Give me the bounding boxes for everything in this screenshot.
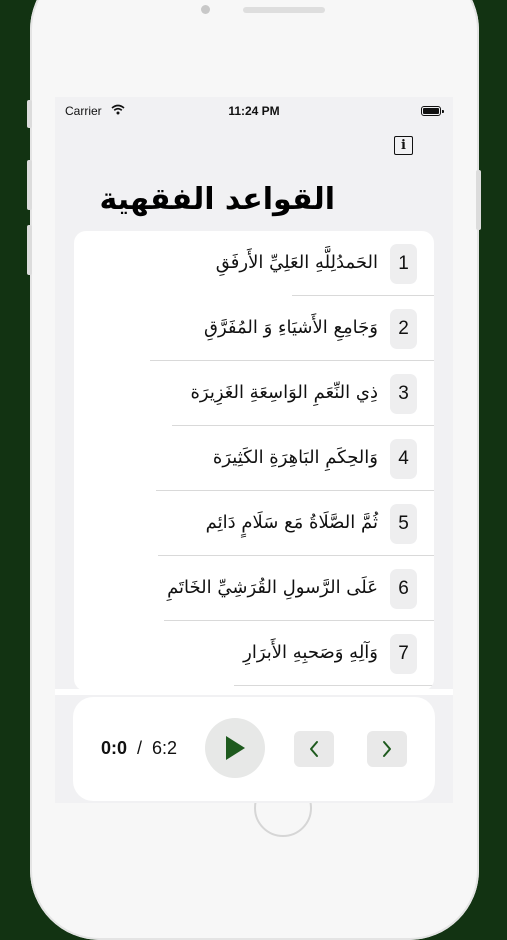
line-number: 3 <box>390 374 417 414</box>
duration: 6:2 <box>152 738 178 758</box>
carrier-label: Carrier <box>65 104 102 118</box>
volume-down-button <box>27 225 32 275</box>
line-text: وَجَامِعِ الأَشيَاءِ وَ المُفَرَّقِ <box>203 317 378 338</box>
current-time: 0:0 <box>101 738 128 758</box>
page-title: القواعد الفقهية <box>99 182 335 217</box>
time-separator: / <box>137 738 143 758</box>
line-number: 1 <box>390 244 417 284</box>
earpiece-speaker <box>243 7 325 13</box>
list-item[interactable] <box>74 231 434 296</box>
audio-player <box>73 697 435 801</box>
chevron-right-icon <box>381 740 393 758</box>
line-text: ثُمَّ الصَّلَاةُ مَع سَلَامٍ دَائِم <box>205 512 378 533</box>
chevron-left-icon <box>308 740 320 758</box>
info-icon[interactable]: i <box>394 136 413 155</box>
previous-button[interactable] <box>294 731 334 767</box>
line-number: 5 <box>390 504 417 544</box>
list-item[interactable] <box>74 556 434 621</box>
play-button[interactable] <box>205 718 265 778</box>
volume-up-button <box>27 160 32 210</box>
verse-list <box>74 231 434 691</box>
next-button[interactable] <box>367 731 407 767</box>
battery-icon <box>421 106 441 116</box>
line-number: 6 <box>390 569 417 609</box>
clock: 11:24 PM <box>228 104 280 118</box>
line-text: عَلَى الرَّسولِ القُرَشِيِّ الخَاتَمِ <box>167 577 378 598</box>
mute-switch <box>27 100 32 128</box>
divider <box>234 685 434 686</box>
list-item[interactable] <box>74 621 434 686</box>
front-camera <box>201 5 210 14</box>
line-text: ذِي النِّعَمِ الوَاسِعَةِ الغَزِيرَة <box>190 382 378 403</box>
line-text: الحَمدُلِلَّهِ العَلِيِّ الأَرفَقِ <box>215 252 378 273</box>
power-button <box>476 170 481 230</box>
line-number: 7 <box>390 634 417 674</box>
list-item[interactable] <box>74 426 434 491</box>
line-number: 4 <box>390 439 417 479</box>
list-item[interactable] <box>74 296 434 361</box>
line-text: وَآلِهِ وَصَحبِهِ الأَبرَارِ <box>243 642 378 663</box>
line-number: 2 <box>390 309 417 349</box>
play-icon <box>223 734 247 762</box>
list-item[interactable] <box>74 361 434 426</box>
app-screen <box>55 97 453 803</box>
list-item[interactable] <box>74 491 434 556</box>
list-bottom-edge <box>55 689 453 695</box>
status-bar <box>55 97 453 125</box>
line-text: وَالحِكَمِ البَاهِرَةِ الكَثِيرَة <box>212 447 378 468</box>
